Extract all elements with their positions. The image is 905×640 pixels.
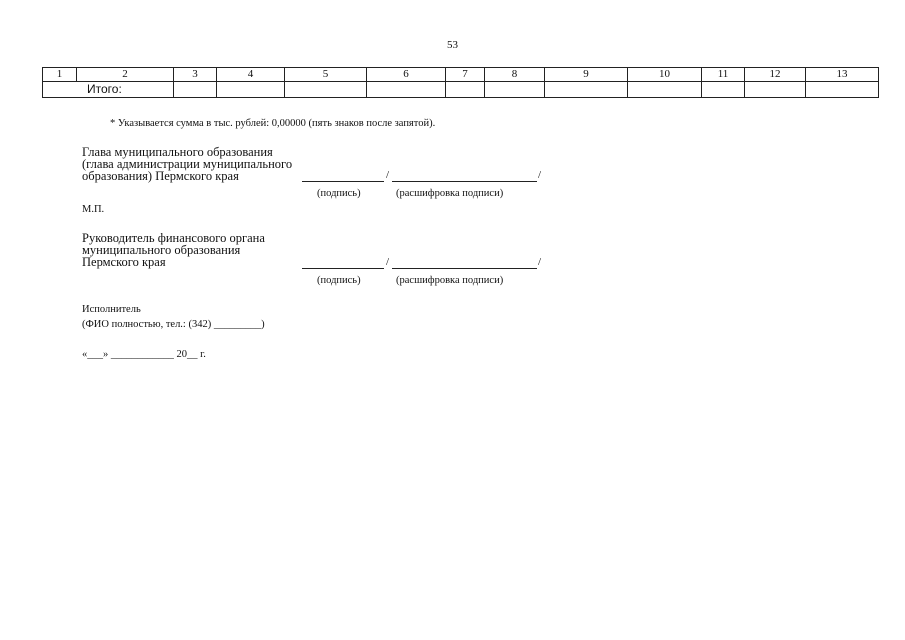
table-cell [545,82,628,98]
column-number: 10 [628,68,702,82]
slash-separator: / [538,256,542,268]
decoding-line [392,268,537,269]
column-number: 1 [43,68,77,82]
table-cell [702,82,745,98]
column-number: 4 [217,68,285,82]
column-number: 8 [485,68,545,82]
page-number: 53 [447,39,458,51]
column-number: 9 [545,68,628,82]
column-number: 12 [745,68,806,82]
finance-title-line-3: Пермского края [82,255,166,269]
header-number-row [43,68,879,82]
table-cell [285,82,367,98]
decoding-line [392,181,537,182]
table-cell [217,82,285,98]
signature-line [302,268,384,269]
table-cell [446,82,485,98]
column-number: 6 [367,68,446,82]
table-cell [485,82,545,98]
slash-separator: / [386,256,390,268]
slash-separator: / [386,169,390,181]
date-line: «___» ____________ 20__ г. [82,349,206,360]
decoding-caption: (расшифровка подписи) [396,188,504,199]
table-cell [628,82,702,98]
stamp-place: М.П. [82,204,105,215]
column-number: 5 [285,68,367,82]
table-cell [806,82,879,98]
finance-title-line-2: муниципального образования [82,243,241,257]
head-title-line-3: образования) Пермского края [82,169,239,183]
signature-caption: (подпись) [317,275,361,286]
executor-details: (ФИО полностью, тел.: (342) _________) [82,319,265,330]
table-cell [745,82,806,98]
decoding-caption: (расшифровка подписи) [396,275,504,286]
total-row [43,82,879,98]
column-number: 13 [806,68,879,82]
total-label: Итого: [43,82,174,98]
report-table [42,67,879,98]
slash-separator: / [538,169,542,181]
signature-line [302,181,384,182]
executor-label: Исполнитель [82,304,141,315]
column-number: 2 [77,68,174,82]
signature-caption: (подпись) [317,188,361,199]
head-title-line-2: (глава администрации муниципального [82,157,293,171]
head-title-line-1: Глава муниципального образования [82,145,273,159]
table-cell [367,82,446,98]
finance-title-line-1: Руководитель финансового органа [82,231,265,245]
column-number: 11 [702,68,745,82]
column-number: 3 [174,68,217,82]
table-cell [174,82,217,98]
column-number: 7 [446,68,485,82]
footnote: * Указывается сумма в тыс. рублей: 0,00000 (пять знаков после запятой). [110,118,436,129]
